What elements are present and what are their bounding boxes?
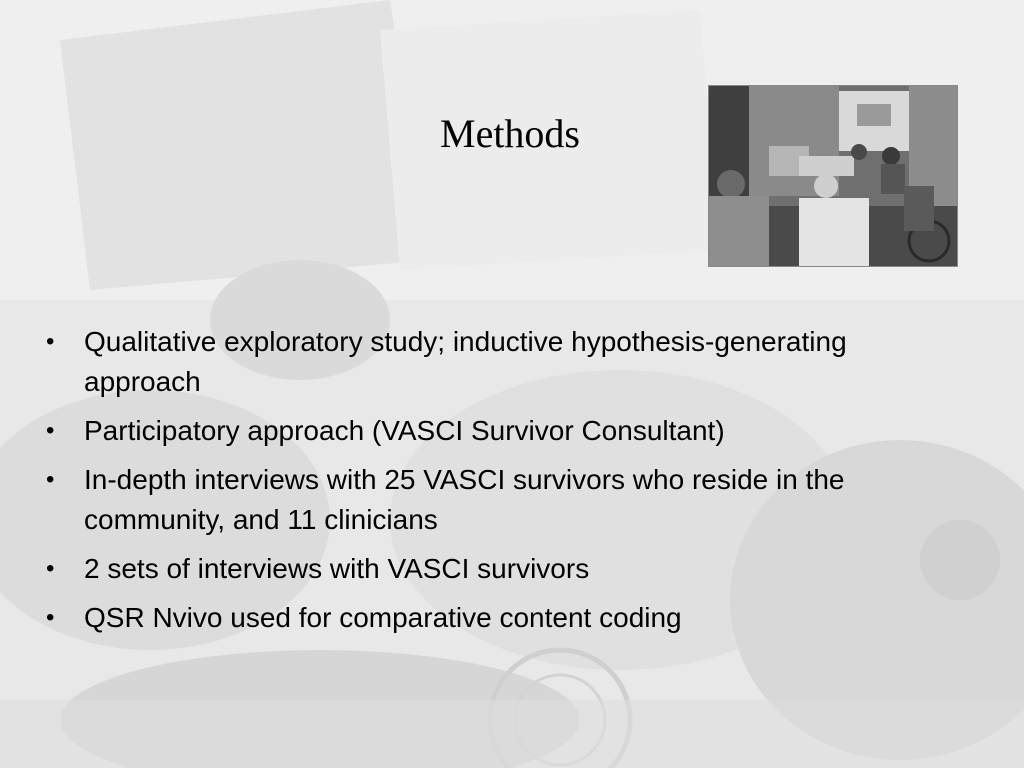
bullet-item [40,322,940,402]
bullet-item [40,549,940,589]
bullet-text: QSR Nvivo used for comparative content coding [84,602,682,633]
bullet-glyph: • [46,466,55,493]
meeting-photo [708,85,958,267]
bullet-text: In-depth interviews with 25 VASCI survivors who reside in the community, and 11 clinicians [84,464,845,535]
bullet-item [40,411,940,451]
bullet-glyph: • [46,604,55,631]
bullet-text: Qualitative exploratory study; inductive hypothesis-generating approach [84,326,847,397]
bullet-glyph: • [46,417,55,444]
bullet-list [40,322,940,647]
bullet-glyph: • [46,328,55,355]
bullet-text: Participatory approach (VASCI Survivor Consultant) [84,415,725,446]
slide-title: Methods [440,111,580,156]
bullet-item [40,598,940,638]
bullet-item [40,460,940,540]
bullet-glyph: • [46,555,55,582]
bullet-text: 2 sets of interviews with VASCI survivors [84,553,590,584]
